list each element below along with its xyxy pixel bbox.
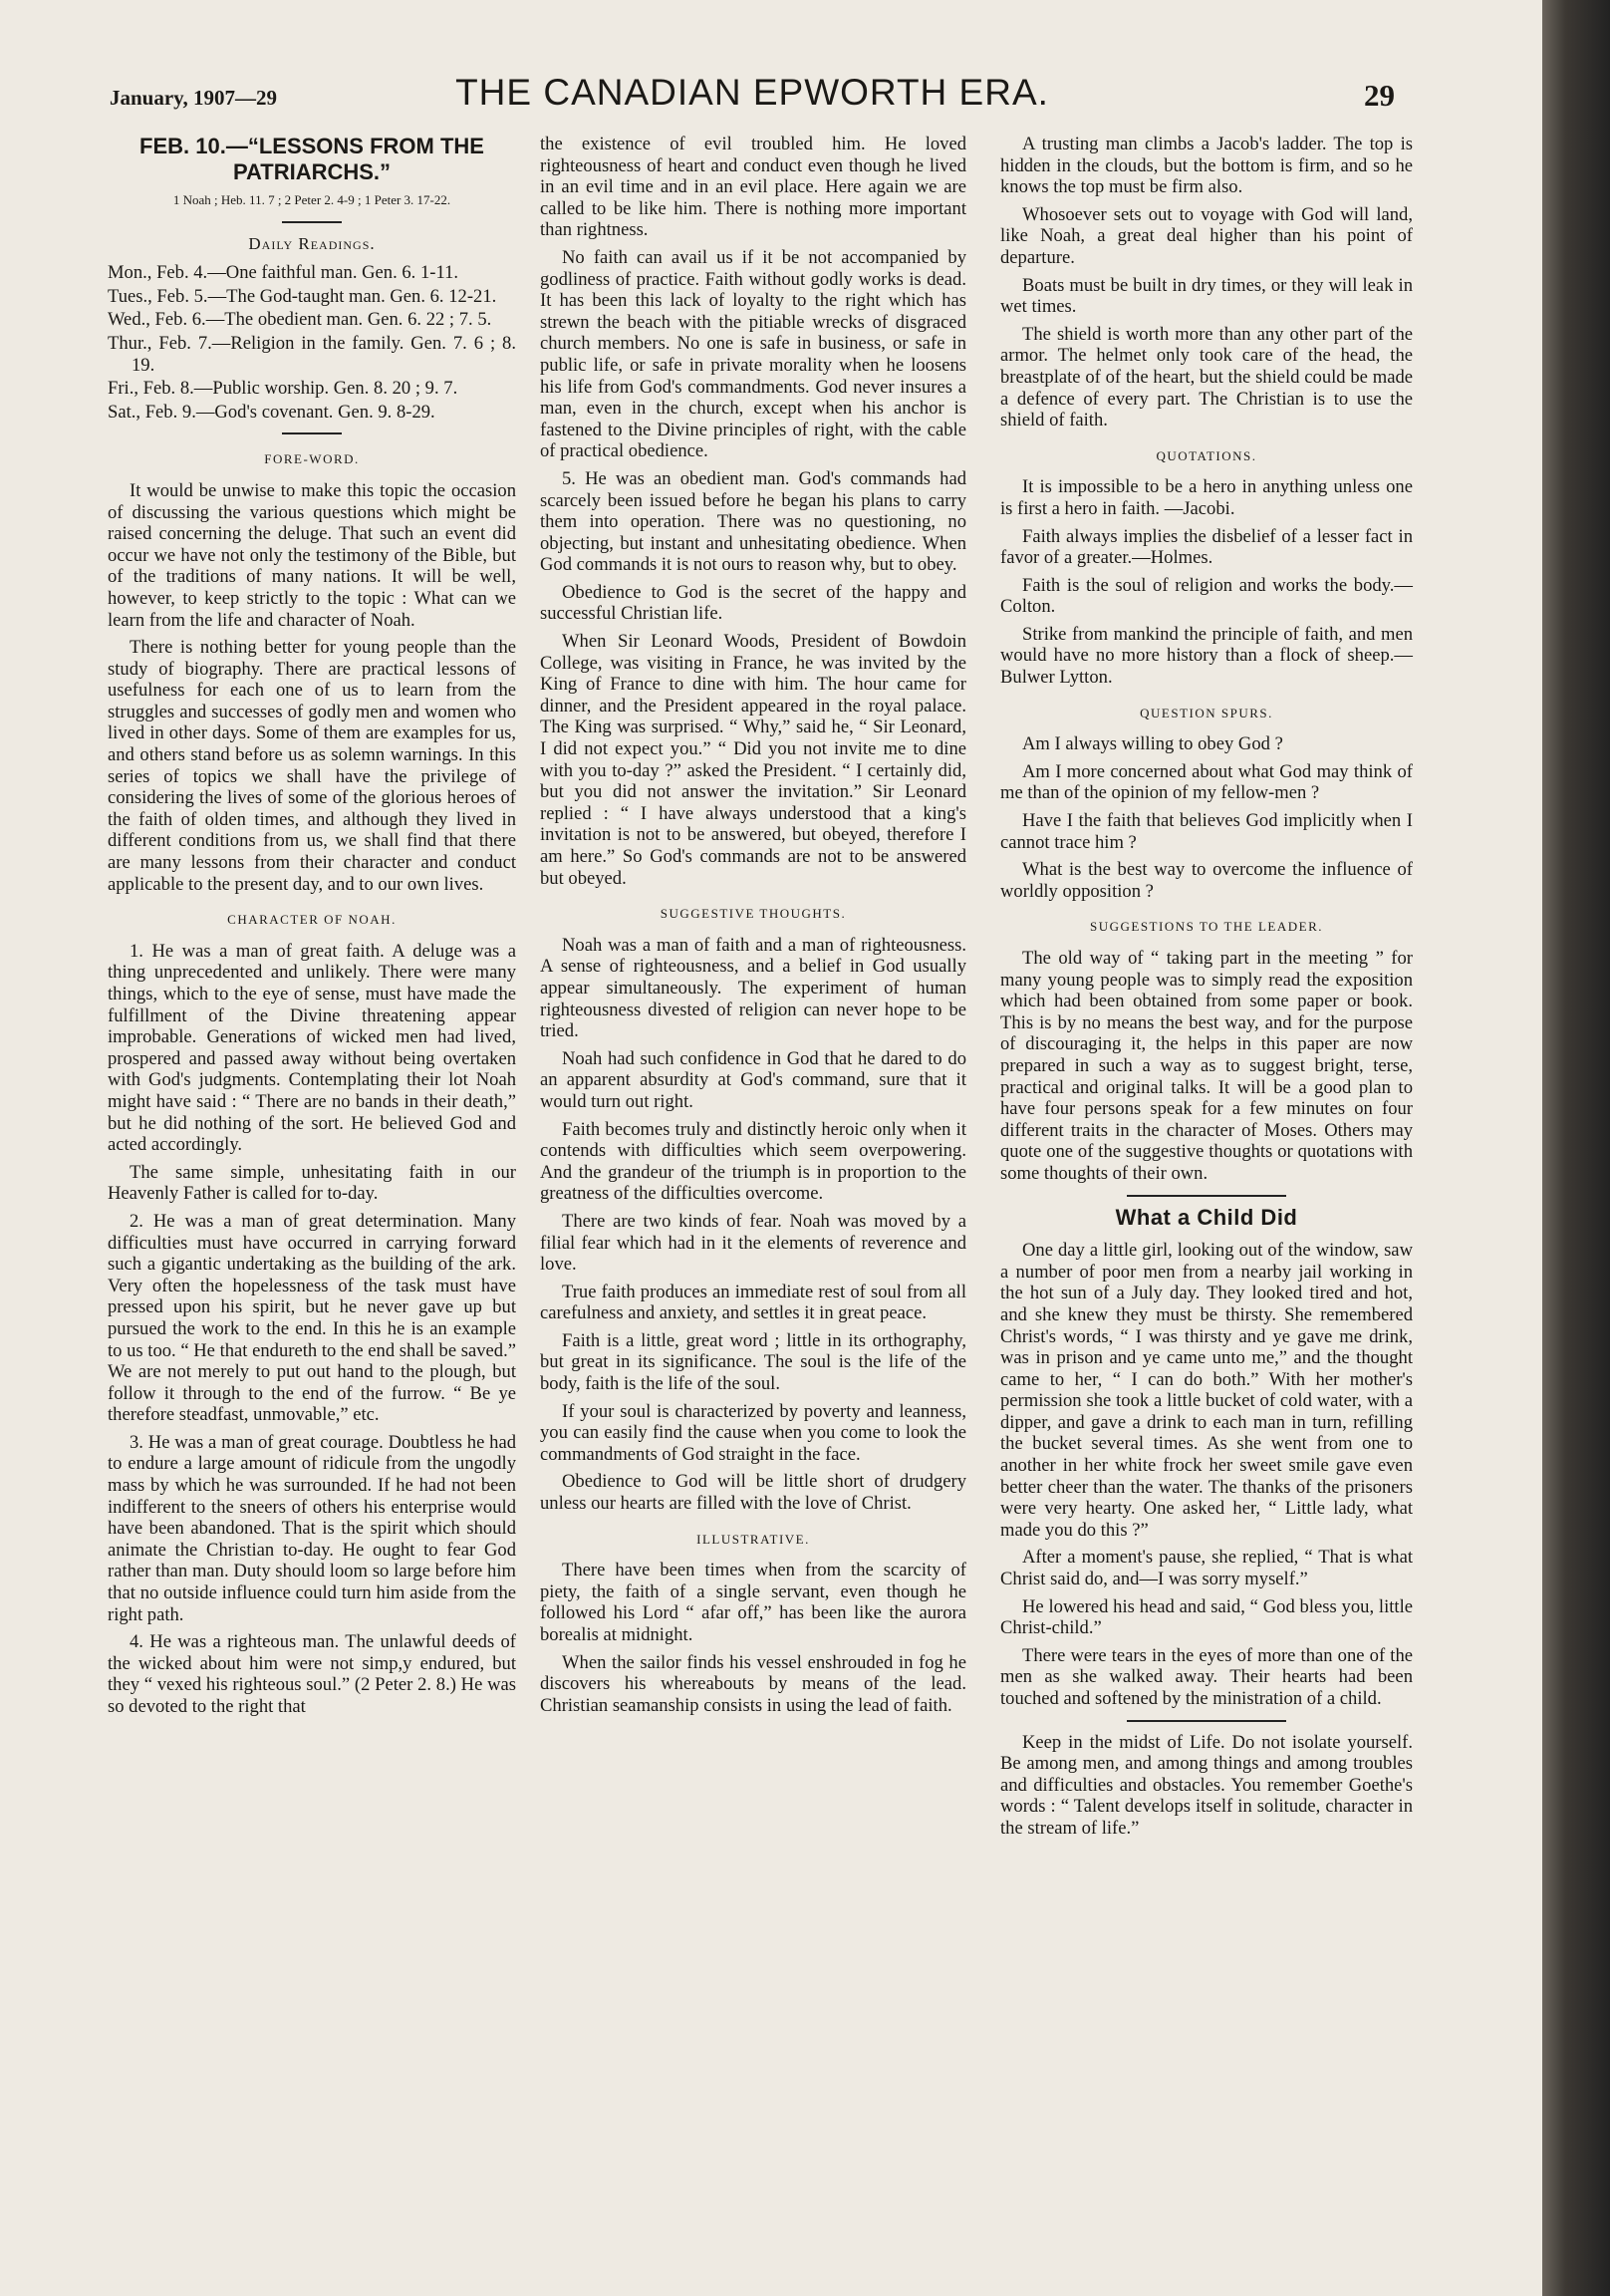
- section-heading-question-spurs: QUESTION SPURS.: [1140, 705, 1273, 720]
- closing-paragraph: Keep in the midst of Life. Do not isolate yourself. Be among men, and among things and among troubles and difficulties and obstacles. You remember Goethe's words : “ Talent develops itself in solitude, character in the stream of life.”: [1000, 1731, 1413, 1839]
- article-title: [108, 134, 516, 185]
- publication-title: THE CANADIAN EPWORTH ERA.: [455, 72, 1049, 113]
- divider: [1127, 1720, 1286, 1722]
- paragraph: 3. He was a man of great courage. Doubtless he had to endure a large amount of ridicule from the ungodly mass by which he was surrounded. If he had not been indifferent to the sneers of others his enterprise would have been abandoned. That is the spirit which should animate the Christian to-day. He ought to fear God rather than man. Duty should loom so large before him that no outside influence could turn him aside from the right path.: [108, 1431, 516, 1625]
- divider: [1127, 1195, 1286, 1197]
- daily-readings-list: [108, 262, 516, 423]
- paragraph: Faith is a little, great word ; little in its orthography, but great in its significance. The soul is the life of the body, faith is the life of the soul.: [540, 1329, 966, 1395]
- issue-date: January, 1907—29: [110, 86, 278, 110]
- quotation: It is impossible to be a hero in anything unless one is first a hero in faith. —Jacobi.: [1000, 476, 1413, 519]
- section-heading-quotations: QUOTATIONS.: [1156, 447, 1257, 463]
- column-3: [1000, 134, 1413, 1846]
- section-heading-character: CHARACTER OF NOAH.: [227, 912, 397, 928]
- section-heading-foreword: FORE-WORD.: [264, 451, 360, 467]
- reading-item: Wed., Feb. 6.—The obedient man. Gen. 6. 22 ; 7. 5.: [108, 309, 492, 331]
- divider: [282, 432, 342, 434]
- paragraph: No faith can avail us if it be not accompanied by godliness of practice. Faith without godly works is dead. It has been this lack of loyalty to the right which has strewn the beach with the pitiable wrecks of disgraced church members. No one is safe in business, or safe in public life, or safe in private morality when he loosens his life from God's commandments. God never insures a man, even in the church, except when his anchor is fastened to the Divine principles of right, with the cable of practical obedience.: [540, 246, 966, 462]
- reading-item: Sat., Feb. 9.—God's covenant. Gen. 9. 8-29.: [108, 401, 435, 423]
- page-header: [110, 72, 1395, 122]
- paragraph: The old way of “ taking part in the meeting ” for many young people was to simply read the exposition which had been obtained from some paper or book. This is by no means the best way, and for the purpose of discouraging it, the helps in this paper are now prepared in such a way as to suggest bright, terse, practical and original talks. It will be a good plan to have four persons speak for a few minutes on four different traits in the character of Moses. Others may quote one of the suggestive thoughts or quotations with some thoughts of their own.: [1000, 948, 1413, 1184]
- paragraph: There were tears in the eyes of more than one of the men as she walked away. Their hearts had been touched and softened by the ministration of a child.: [1000, 1644, 1413, 1709]
- paragraph: True faith produces an immediate rest of soul from all carefulness and anxiety, and settles it in great peace.: [540, 1281, 966, 1324]
- paragraph: It would be unwise to make this topic the occasion of discussing the various questions which might be raised concerning the deluge. That such an event did occur we have not only the testimony of the Bible, but of the traditions of many nations. It will be well, however, to keep strictly to the topic : What can we learn from the life and character of Noah.: [108, 479, 516, 631]
- paragraph: The shield is worth more than any other part of the armor. The helmet only took care of the head, the breastplate of of the heart, but the shield could be made a defence of every part. The Christian is to use the shield of faith.: [1000, 323, 1413, 431]
- paragraph: Obedience to God will be little short of drudgery unless our hearts are filled with the love of Christ.: [540, 1471, 966, 1515]
- paragraph: 1. He was a man of great faith. A deluge was a thing unprecedented and unlikely. There were many things, which to the eye of sense, must have made the fulfillment of the Divine threatening appear improbable. Generations of wicked men had lived, prospered and passed away without being overtaken with God's judgments. Contemplating their lot Noah might have said : “ There are no bands in their death,” but he did nothing of the sort. He believed God and acted accordingly.: [108, 940, 516, 1156]
- paragraph: Noah was a man of faith and a man of righteousness. A sense of righteousness, and a belief in God usually appear simultaneously. The experiment of human righteousness divested of religion can never hope to be tried.: [540, 934, 966, 1042]
- paragraph: There are two kinds of fear. Noah was moved by a filial fear which had in it the elements of reverence and love.: [540, 1210, 966, 1276]
- reading-item: Mon., Feb. 4.—One faithful man. Gen. 6. 1-11.: [108, 262, 459, 284]
- reading-item: Fri., Feb. 8.—Public worship. Gen. 8. 20 ; 9. 7.: [108, 378, 458, 400]
- question: Am I more concerned about what God may think of me than of the opinion of my fellow-men ?: [1000, 760, 1413, 804]
- reading-item: Tues., Feb. 5.—The God-taught man. Gen. 6. 12-21.: [108, 285, 497, 307]
- quotation: Strike from mankind the principle of faith, and men would have no more history than a flock of sheep.—Bulwer Lytton.: [1000, 623, 1413, 689]
- paragraph: 5. He was an obedient man. God's commands had scarcely been issued before he began his plans to carry them into operation. There was no questioning, no objecting, but instant and unhesitating obedience. When God commands it is not ours to reason why, but to obey.: [540, 467, 966, 576]
- article-title-line-1: FEB. 10.—“LESSONS FROM THE: [139, 134, 484, 158]
- paragraph: Boats must be built in dry times, or they will leak in wet times.: [1000, 274, 1413, 318]
- scripture-references: 1 Noah ; Heb. 11. 7 ; 2 Peter 2. 4-9 ; 1 Peter 3. 17-22.: [172, 192, 451, 207]
- paragraph: the existence of evil troubled him. He loved righteousness of heart and conduct even though he lived in an evil time and in an evil place. Here again we are called to be like him. There is nothing more important than rightness.: [540, 134, 966, 241]
- paragraph: Noah had such confidence in God that he dared to do an apparent absurdity at God's command, sure that it would turn out right.: [540, 1047, 966, 1112]
- page-number: 29: [1364, 78, 1395, 113]
- column-1: [108, 134, 516, 1724]
- paragraph: If your soul is characterized by poverty and leanness, you can easily find the cause when you come to look the commandments of God straight in the face.: [540, 1400, 966, 1465]
- question: What is the best way to overcome the influence of worldly opposition ?: [1000, 859, 1413, 902]
- column-2: [540, 134, 966, 1722]
- story-title: What a Child Did: [1115, 1204, 1298, 1230]
- quotation: Faith is the soul of religion and works the body.—Colton.: [1000, 574, 1413, 618]
- quotation: Faith always implies the disbelief of a lesser fact in favor of a greater.—Holmes.: [1000, 525, 1413, 569]
- question: Am I always willing to obey God ?: [1022, 733, 1283, 755]
- book-binding-edge: [1542, 0, 1610, 2296]
- reading-item: Thur., Feb. 7.—Religion in the family. Gen. 7. 6 ; 8. 19.: [108, 332, 516, 376]
- paragraph: After a moment's pause, she replied, “ That is what Christ said do, and—I was sorry myself.”: [1000, 1547, 1413, 1590]
- paragraph: Faith becomes truly and distinctly heroic only when it contends with difficulties which seem overpowering. And the grandeur of the triumph is in proportion to the greatness of the difficulties overcome.: [540, 1118, 966, 1205]
- article-title-line-2: PATRIARCHS.”: [232, 159, 392, 184]
- paragraph: Obedience to God is the secret of the happy and successful Christian life.: [540, 581, 966, 625]
- section-heading-leader: SUGGESTIONS TO THE LEADER.: [1089, 919, 1323, 935]
- paragraph: 2. He was a man of great determination. Many difficulties must have occurred in carrying forward such a gigantic undertaking as the building of the ark. Very often the hopelessness of the task must have pressed upon his spirit, but he never gave up but pursued the work to the end. In this he is an example to us too. “ He that endureth to the end shall be saved.” We are not merely to put out hand to the plough, but follow it through to the end of the furrow. “ Be ye therefore steadfast, unmovable,” etc.: [108, 1210, 516, 1426]
- paragraph: When the sailor finds his vessel enshrouded in fog he discovers his whereabouts by means of the lead. Christian seamanship consists in using the lead of faith.: [540, 1651, 966, 1716]
- paragraph: Whosoever sets out to voyage with God will land, like Noah, a great deal higher than his point of departure.: [1000, 203, 1413, 268]
- section-heading-illustrative: ILLUSTRATIVE.: [696, 1531, 810, 1547]
- paragraph: 4. He was a righteous man. The unlawful deeds of the wicked about him were not simp,y endured, but they “ vexed his righteous soul.” (2 Peter 2. 8.) He was so devoted to the right that: [108, 1631, 516, 1717]
- paragraph: When Sir Leonard Woods, President of Bowdoin College, was visiting in France, he was invited by the King of France to dine with him. The hour came for dinner, and the President appeared in the royal palace. The King was surprised. “ Why,” said he, “ Sir Leonard, I did not expect you.” “ Did you not invite me to dine with you to-day ?” asked the President. “ I certainly did, but you did not answer the invitation.” Sir Leonard replied : “ I have always understood that a king's invitation is not to be answered, but obeyed, therefore I am here.” So God's commands are not to be answered but obeyed.: [540, 631, 966, 889]
- paragraph: The same simple, unhesitating faith in our Heavenly Father is called for to-day.: [108, 1161, 516, 1205]
- paragraph: A trusting man climbs a Jacob's ladder. The top is hidden in the clouds, but the bottom is firm, and so he knows the top must be firm also.: [1000, 134, 1413, 198]
- paragraph: There have been times when from the scarcity of piety, the faith of a single servant, even though he followed his Lord “ afar off,” has been like the aurora borealis at midnight.: [540, 1560, 966, 1645]
- paragraph: There is nothing better for young people than the study of biography. There are practical lessons of usefulness for each one of us to learn from the struggles and successes of godly men and women who lived in other days. Some of them are examples for us, and others stand before us as solemn warnings. In this series of topics we shall have the privilege of considering the lives of some of the glorious heroes of the faith of olden times, and although they lived in different conditions from us, we shall find that there are many lessons from their character and conduct applicable to the present day, and to our own lives.: [108, 637, 516, 895]
- question: Have I the faith that believes God implicitly when I cannot trace him ?: [1000, 810, 1413, 853]
- paragraph: He lowered his head and said, “ God bless you, little Christ-child.”: [1000, 1595, 1413, 1639]
- paragraph: One day a little girl, looking out of the window, saw a number of poor men from a nearby jail working in the hot sun of a July day. They looked tired and hot, and she knew they must be thirsty. She remembered Christ's words, “ I was thirsty and ye gave me drink, was in prison and ye came unto me,” and the thought came to her, “ I can do both.” With her mother's permission she took a little bucket of cold water, with a dipper, and gave a drink to each man in turn, refilling the bucket several times. As she went from one to another in her white frock her sweet smile gave even better cheer than the water. The thanks of the prisoners were very hearty. One asked her, “ Little lady, what made you do this ?”: [1000, 1240, 1413, 1541]
- section-heading-suggestive: SUGGESTIVE THOUGHTS.: [660, 906, 847, 922]
- divider: [282, 221, 342, 223]
- daily-readings-title: Daily Readings.: [248, 233, 376, 253]
